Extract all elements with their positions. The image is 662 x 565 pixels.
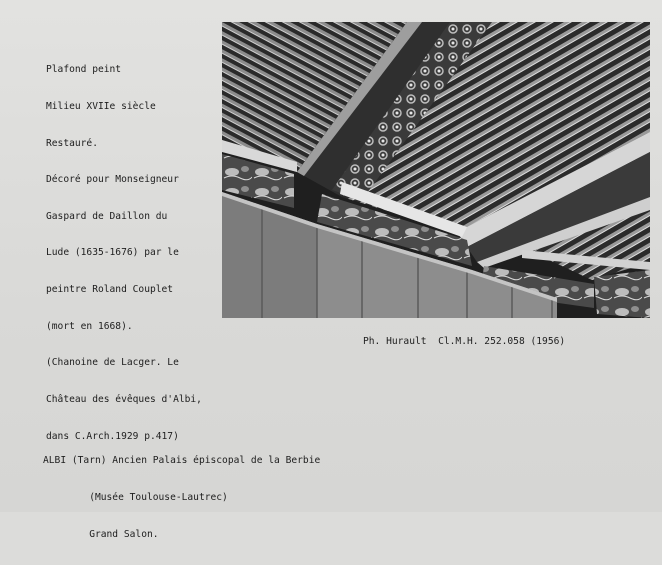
caption-line: (Chanoine de Lacger. Le — [46, 357, 179, 369]
caption-line: Milieu XVIIe siècle — [46, 101, 156, 113]
ceiling-photograph — [222, 22, 650, 318]
caption-line: Restauré. — [46, 137, 98, 149]
caption-text — [46, 40, 226, 467]
caption-line: Lude (1635-1676) par le — [46, 247, 179, 259]
location-line: ALBI (Tarn) Ancien Palais épiscopal de la Berbie — [43, 455, 321, 467]
caption-line: Gaspard de Daillon du — [46, 210, 168, 222]
caption-line: (mort en 1668). — [46, 320, 133, 332]
location-line: Grand Salon. — [43, 528, 159, 540]
ceiling-photo-drawing — [222, 22, 650, 318]
caption-line: dans C.Arch.1929 p.417) — [46, 430, 179, 442]
caption-line: Plafond peint — [46, 64, 122, 76]
caption-line: Décoré pour Monseigneur — [46, 174, 179, 186]
caption-line: peintre Roland Couplet — [46, 284, 174, 296]
location-caption — [43, 431, 320, 565]
caption-line: Château des évêques d'Albi, — [46, 393, 202, 405]
location-line: (Musée Toulouse-Lautrec) — [43, 492, 228, 504]
photo-credit: Ph. Hurault Cl.M.H. 252.058 (1956) — [363, 336, 566, 347]
